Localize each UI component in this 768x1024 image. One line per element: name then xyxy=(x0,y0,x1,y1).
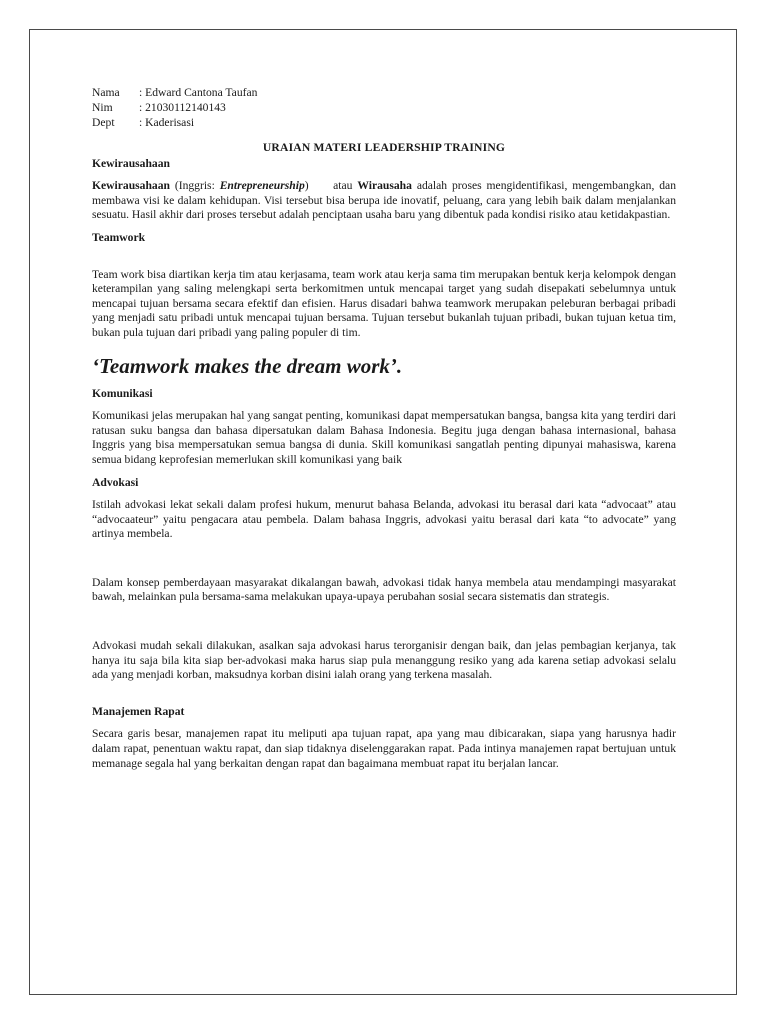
document-title: URAIAN MATERI LEADERSHIP TRAINING xyxy=(262,141,506,154)
spacer xyxy=(92,468,676,476)
spacer xyxy=(92,683,676,705)
term-kewirausahaan: Kewirausahaan xyxy=(92,179,170,193)
spacer xyxy=(92,171,676,179)
text-fragment: (Inggris: xyxy=(169,179,220,193)
header-value: : Edward Cantona Taufan xyxy=(139,86,258,99)
text-fragment: adalah proses mengidentifikasi, mengembangkan, dan membawa visi ke dalam kehidupan. Visi tersebut bisa berupa ide inovatif, peluang, cara yang lebih baik dalam menjalankan sesuatu. Hasil akhir dari proses tersebut adalah penciptaan usaha baru yang dibentuk pada kondisi risiko atau ketidakpastian. xyxy=(92,179,679,222)
paragraph-komunikasi: Komunikasi jelas merupakan hal yang sangat penting, komunikasi dapat mempersatukan bangsa, bangsa kita yang terdiri dari ratusan suku bangsa dan bahasa dipersatukan dalam Bahasa Indonesia. Begitu juga dengan bahasa internasional, bahasa Inggris yang bisa mempersatukan semua bangsa di dunia. Skill komunikasi sangatlah penting dipunyai mahasiswa, karena semua bidang keprofesian memerlukan skill komunikasi yang baik xyxy=(92,409,676,466)
heading-advokasi: Advokasi xyxy=(92,475,139,489)
paragraph-teamwork: Team work bisa diartikan kerja tim atau kerjasama, team work atau kerja sama tim merupakan bentuk kerja kelompok dengan keterampilan yang saling melengkapi serta berkomitmen untuk mencapai target yang sudah disepakati sebelumnya untuk mencapai tujuan bersama secara efektif dan efisien. Harus disadari bahwa teamwork merupakan peleburan berbagai pribadi yang menjadi satu pribadi untuk mencapai tujuan bersama. Tujuan tersebut bukanlah tujuan pribadi, bukan tujuan ketua tim, bukan pula tujuan dari pribadi yang paling populer di tim. xyxy=(92,267,676,339)
header-row-nim xyxy=(92,101,676,116)
term-wirausaha: Wirausaha xyxy=(357,179,412,193)
spacer xyxy=(92,719,676,727)
header-value: : Kaderisasi xyxy=(139,116,195,129)
text-fragment: ) atau xyxy=(304,179,358,193)
spacer xyxy=(92,605,676,639)
header-row-nama xyxy=(92,86,676,101)
header-row-dept xyxy=(92,116,676,131)
heading-kewirausahaan: Kewirausahaan xyxy=(92,156,170,170)
spacer xyxy=(92,401,676,409)
paragraph-advokasi-2: Dalam konsep pemberdayaan masyarakat dikalangan bawah, advokasi tidak hanya membela atau mendampingi masyarakat bawah, melainkan pula bersama-sama melakukan upaya-upaya perubahan sosial secara sistematis dan strategis. xyxy=(92,575,676,604)
header-key: Nama xyxy=(92,86,120,99)
document-content xyxy=(92,86,679,771)
heading-teamwork: Teamwork xyxy=(92,230,146,244)
spacer xyxy=(92,246,676,268)
spacer xyxy=(92,223,676,231)
paragraph-advokasi-3: Advokasi mudah sekali dilakukan, asalkan saja advokasi harus terorganisir dengan baik, dan jelas pembagian kerjanya, tak hanya itu saja bila kita siap ber-advokasi maka harus siap pula menanggung resiko yang ada karena setiap advokasi selalu ada yang menjadi korban, maksudnya korban disini ialah orang yang terkena masalah. xyxy=(92,639,676,682)
paragraph-manajemen-rapat: Secara garis besar, manajemen rapat itu meliputi apa tujuan rapat, apa yang mau dibicarakan, siapa yang harusnya hadir dalam rapat, penentuan waktu rapat, dan siap tidaknya diselenggarakan rapat. Pada intinya manajemen rapat bertujuan untuk memanage segala hal yang berkaitan dengan rapat dan bagaimana membuat rapat itu berjalan lancar. xyxy=(92,727,676,770)
spacer xyxy=(92,542,676,576)
header-key: Dept xyxy=(92,116,115,129)
paragraph-kewirausahaan xyxy=(92,179,679,223)
spacer xyxy=(92,490,676,498)
paragraph-advokasi-1: Istilah advokasi lekat sekali dalam profesi hukum, menurut bahasa Belanda, advokasi itu berasal dari kata “advocaat” atau “advocaateur” yaitu pengacara atau pembela. Dalam bahasa Inggris, advokasi yaitu berasal dari kata “to advocate” yang artinya membela. xyxy=(92,498,676,541)
header-key: Nim xyxy=(92,101,113,114)
header-block xyxy=(92,86,676,131)
header-value: : 21030112140143 xyxy=(139,101,226,114)
teamwork-quote: ‘Teamwork makes the dream work’. xyxy=(92,353,403,378)
term-entrepreneurship: Entrepreneurship xyxy=(219,179,305,193)
heading-komunikasi: Komunikasi xyxy=(92,386,153,400)
heading-manajemen-rapat: Manajemen Rapat xyxy=(92,704,185,718)
